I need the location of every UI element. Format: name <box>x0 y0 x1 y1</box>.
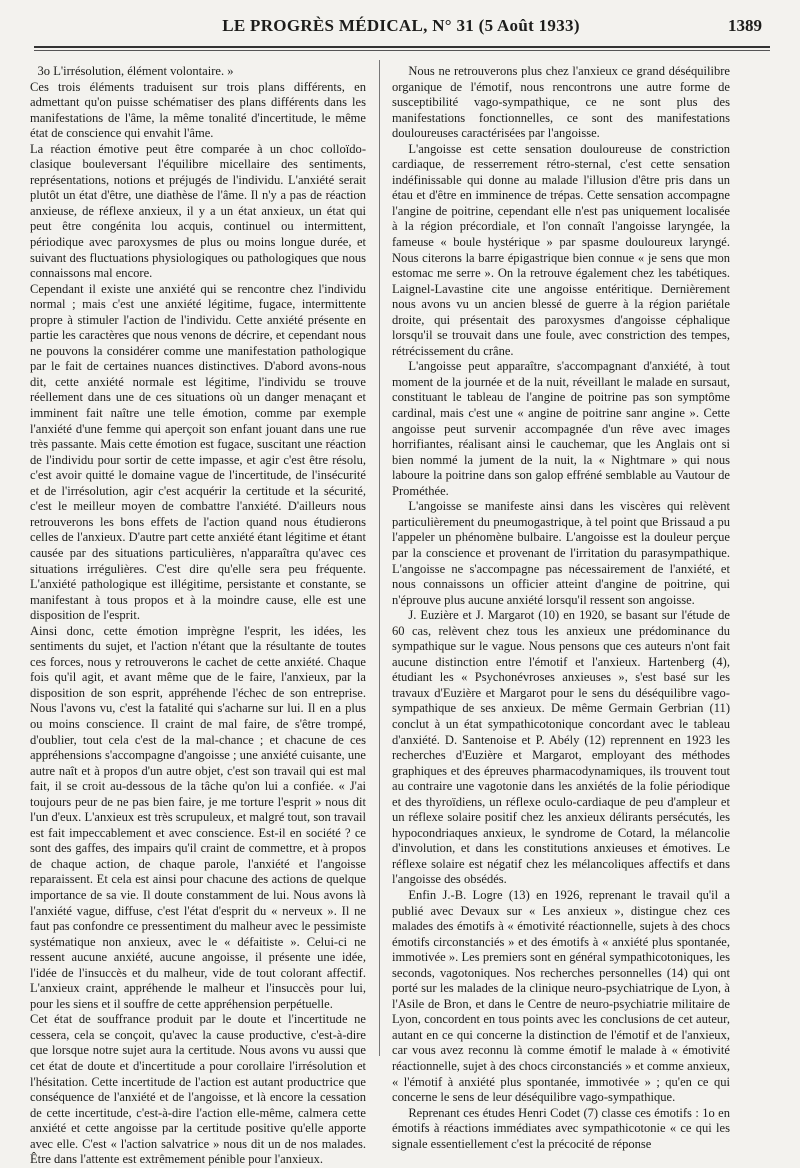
paragraph: Reprenant ces études Henri Codet (7) classe ces émotifs : 1o en émotifs à réactions immédiates avec sympathicotonie « ce qui les signale essentiellement c'est la précocité de réponse <box>392 1105 730 1151</box>
header-rule <box>34 46 770 48</box>
page-header <box>40 16 762 42</box>
left-column <box>30 64 366 1167</box>
paragraph: Ces trois éléments traduisent sur trois plans différents, en admettant qu'on puisse schématiser des plans différents dans les manifestations de l'âme, la même tonalité d'incertitude, le même état de conscience qui envahit l'âme. <box>30 79 366 141</box>
journal-title: LE PROGRÈS MÉDICAL, N° 31 (5 Août 1933) <box>222 16 580 35</box>
paragraph: Cependant il existe une anxiété qui se rencontre chez l'individu normal ; mais c'est une anxiété légitime, fugace, intermittente propre à stimuler l'action de l'individu. Cette anxiété présente en partie les caractères que nous venons de décrire, et cependant nous ne pouvons la considérer comme une manifestation pathologique par le fait de certaines nuances distinctives. D'abord avons-nous dit, cette anxiété normale est légitime, l'individu se trouve réellement dans une de ces situations où un danger menaçant et imminent fait naître une telle émotion, comme par exemple l'anxiété d'une femme qui aperçoit son enfant jouant dans une rue très passante. Mais cette émotion est fugace, suscitant une réaction de l'individu pour sortir de cette impasse, et agir c'est être résolu, c'est avoir quitté le domaine vague de l'incertitude, de l'insécurité et de l'irrésolution, agir c'est acquérir la certitude et la sécurité, c'est le meilleur moyen de combattre l'anxiété. D'ailleurs nous retrouverons les bons effets de l'action quand nous étudierons celles de l'anxieux. D'autre part cette anxiété étant légitime et étant causée par des situations particulières, n'apparaîtra qu'avec ces situations irrégulières. C'est dire qu'elle sera peu fréquente. L'anxiété pathologique est illégitime, persistante et constante, se manifestant à tous propos et à la moindre cause, elle est une disposition de l'esprit. <box>30 281 366 623</box>
paragraph: L'angoisse peut apparaître, s'accompagnant d'anxiété, à tout moment de la journée et de la nuit, réveillant le malade en sursaut, constituant le tableau de l'angine de poitrine pas son symptôme cardinal, mais c'est une « angine de poitrine sanr angine ». Cette angoisse peut survenir accompagnée d'un rêve avec images horrifiantes, réalisant ainsi le cauchemar, que les Anglais ont si bien nommé la jument de la nuit, la « Nightmare » qui nous laboure la poitrine dans son galop effréné semblable au Vautour de Prométhée. <box>392 359 730 498</box>
paragraph: L'angoisse est cette sensation douloureuse de constriction cardiaque, de resserrement rétro-sternal, c'est cette sensation indéfinissable qui donne au malade l'illusion d'être pris dans un étau et d'être en imminence de trépas. Cette sensation accompagne l'angine de poitrine, cependant elle n'est pas uniquement localisée à la région précordiale, et l'on connaît l'angoisse laryngée, la fameuse « boule hystérique » par spasme douloureux laryngé. Nous citerons la barre épigastrique bien connue « je sens que mon estomac me serre ». On la retrouve également chez les tabétiques. Laignel-Lavastine cite une angoisse entéritique. Dernièrement nous avons vu un ancien blessé de guerre à la région pariétale droite, qui présentait des paroxysmes d'angoisse céphalique lorsqu'il se trouvait dans une foule, avec constriction des tempes, rétrécissement du crâne. <box>392 141 730 358</box>
paragraph: La réaction émotive peut être comparée à un choc colloïdo-clasique bouleversant l'équilibre micellaire des sentiments, représentations, notions et préjugés de l'individu. L'anxiété serait plutôt un état d'être, une diathèse de l'âme. Il n'y a pas de réaction anxieuse, de réflexe anxieux, il y a un état anxieux, un état qui peut être congénita lou acquis, continuel ou intermittent, périodique avec paroxysmes de plus ou moins longue durée, et suivant des fluctuations physiologiques ou pathologiques que nous connaissons mal encore. <box>30 141 366 281</box>
header-rule-thin <box>34 50 770 51</box>
column-divider <box>379 60 380 1056</box>
paragraph: L'angoisse se manifeste ainsi dans les viscères qui relèvent particulièrement du pneumogastrique, à tel point que Brissaud a pu l'appeler un phénomène bulbaire. L'angoisse est la douleur perçue par la conscience et provenant de l'irritation du parasympathique. L'angoisse ne s'accompagne pas nécessairement de l'anxiété, et nous connaissons un officier atteint d'angine de poitrine, qui n'éprouve plus aucune anxiété lorsqu'il ressent son angoisse. <box>392 499 730 607</box>
paragraph: 3o L'irrésolution, élément volontaire. » <box>37 64 234 78</box>
paragraph: J. Euzière et J. Margarot (10) en 1920, se basant sur l'étude de 60 cas, relèvent chez tous les anxieux une prédominance du sympathique sur le vague. Nous pensons que ces auteurs n'ont fait aucune distinction entre l'émotif et l'anxieux. Hartenberg (4), étudiant les « Psychonévroses anxieuses », s'est basé sur les travaux d'Euzière et Margarot pour le sens du déséquilibre vago-sympathique de ses anxieux. De même Germain Gerbrian (11) conclut à un état sympathicotonique concordant avec le tableau d'anxiété. D. Santenoise et P. Abély (12) reprennent en 1923 les recherches d'Euzière et Margarot, employant des méthodes graphiques et des épreuves pharmacodynamiques, ils trouvent tout au contraire une vagotonie dans les anxiétés de la folie périodique et des thyroïdiens, un réflexe oculo-cardiaque de peu d'ampleur et un réflexe solaire positif chez les anxieux délirants persécutés, les hypocondriaques anxieux, le syndrome de Cotard, la mélancolie d'involution, et dans les constitutions anxieuses et émotives. Le réflexe solaire est négatif chez les mélancoliques affectifs et dans l'angoisse des obsédés. <box>392 608 730 887</box>
paragraph: Nous ne retrouverons plus chez l'anxieux ce grand déséquilibre organique de l'émotif, nous rencontrons une autre forme de susceptibilité vago-sympathique, ce ne sont plus des manifestations fonctionnelles, ce sont des manifestations douloureuses caractérisées par l'angoisse. <box>392 64 730 141</box>
paragraph: Enfin J.-B. Logre (13) en 1926, reprenant le travail qu'il a publié avec Devaux sur « Les anxieux », distingue chez ces malades des émotifs à « émotivité réactionnelle, sujets à des chocs émotifs circonstanciés » et des émotifs à « anxiété plus spontanée, immotivée ». Les premiers sont en général sympathicotoniques, les seconds, vagotoniques. Nos recherches personnelles (14) qui ont porté sur les malades de la clinique neuro-psychiatrique de Lyon, à l'Asile de Bron, et dans le Centre de neuro-psychiatrie militaire de Lyon, concordent en tous points avec les conclusions de cet auteur, autant en ce qui concerne la distinction de l'émotif et de l'anxieux, car vous avez reconnu là comme émotif le malade à « émotivité réactionnelle, sujet à des chocs circonstanciés » et comme anxieux, « l'émotif à anxiété plus spontanée, immotivée » ; qu'en ce qui concerne le sens de leur déséquilibre vago-sympathique. <box>392 887 730 1105</box>
right-column <box>392 64 730 1151</box>
page-number: 1389 <box>728 16 762 35</box>
paragraph: Cet état de souffrance produit par le doute et l'incertitude ne cessera, cela se conçoit, qu'avec la cause productive, c'est-à-dire que lorsque notre sujet aura la certitude. Nous avons vu aussi que cet état de doute et d'incertitude a pour corollaire l'irrésolution et l'hésitation. Cette incertitude de l'action est autant productrice que conséquence de l'anxiété et de l'angoisse, et là encore la cessation de cette incertitude, c'est-à-dire l'action elle-même, calmera cette anxiété et cette angoisse par la certitude positive qu'elle apporte avec elle. C'est « l'action salvatrice » nous dit un de nos malades. Être dans l'attente est extrêmement pénible pour l'anxieux. <box>30 1012 366 1167</box>
paragraph: Ainsi donc, cette émotion imprègne l'esprit, les idées, les sentiments du sujet, et l'action n'étant que la résultante de toutes ces forces, nous y retrouverons le cachet de cette anxiété. Chaque fois qu'il agit, et avant même que de le faire, l'anxieux, par la disposition de son esprit, appréhende l'échec de son entreprise. Nous l'avons vu, c'est la fatalité qui s'acharne sur lui. Il en a plus ou moins conscience. Il craint de mal faire, de s'être trompé, d'oublier, tout cela c'est de la mal-chance ; et chacune de ces appréhensions s'accompagne d'angoisse ; une anxiété cuisante, une autre naît et à propos d'un autre objet, c'est son travail qui est mal fait, il se croit au-dessous de la tâche qu'on lui a confiée. « J'ai toujours peur de ne pas bien faire, je me torture l'esprit » nous dit l'un d'eux. L'anxieux est très scrupuleux, et malgré tout, son travail est fait impeccablement et avec conscience. Est-il en société ? ce sont des gaffes, des impairs qu'il craint de commettre, et à propos de chaque action, de chaque parole, l'anxiété et l'angoisse reparaissent. Et cela est ainsi pour chacune des actions de quelque importance de sa vie. Il doute constamment de lui. Nous avons là l'anxiété vague, diffuse, c'est l'état d'esprit du « nerveux ». Il ne faut pas confondre ce pressentiment du malheur avec le pessimiste systématique non anxieux, avec le « défaitiste ». Celui-ci ne ressent aucune anxiété, aucune angoisse, il présente une idée, l'idée de l'insuccès et du malheur, vide de tout colorant affectif. L'anxieux craint, appréhende le malheur et l'insuccès pour lui, pour les siens et il souffre de cette appréhension perpétuelle. <box>30 623 366 1011</box>
